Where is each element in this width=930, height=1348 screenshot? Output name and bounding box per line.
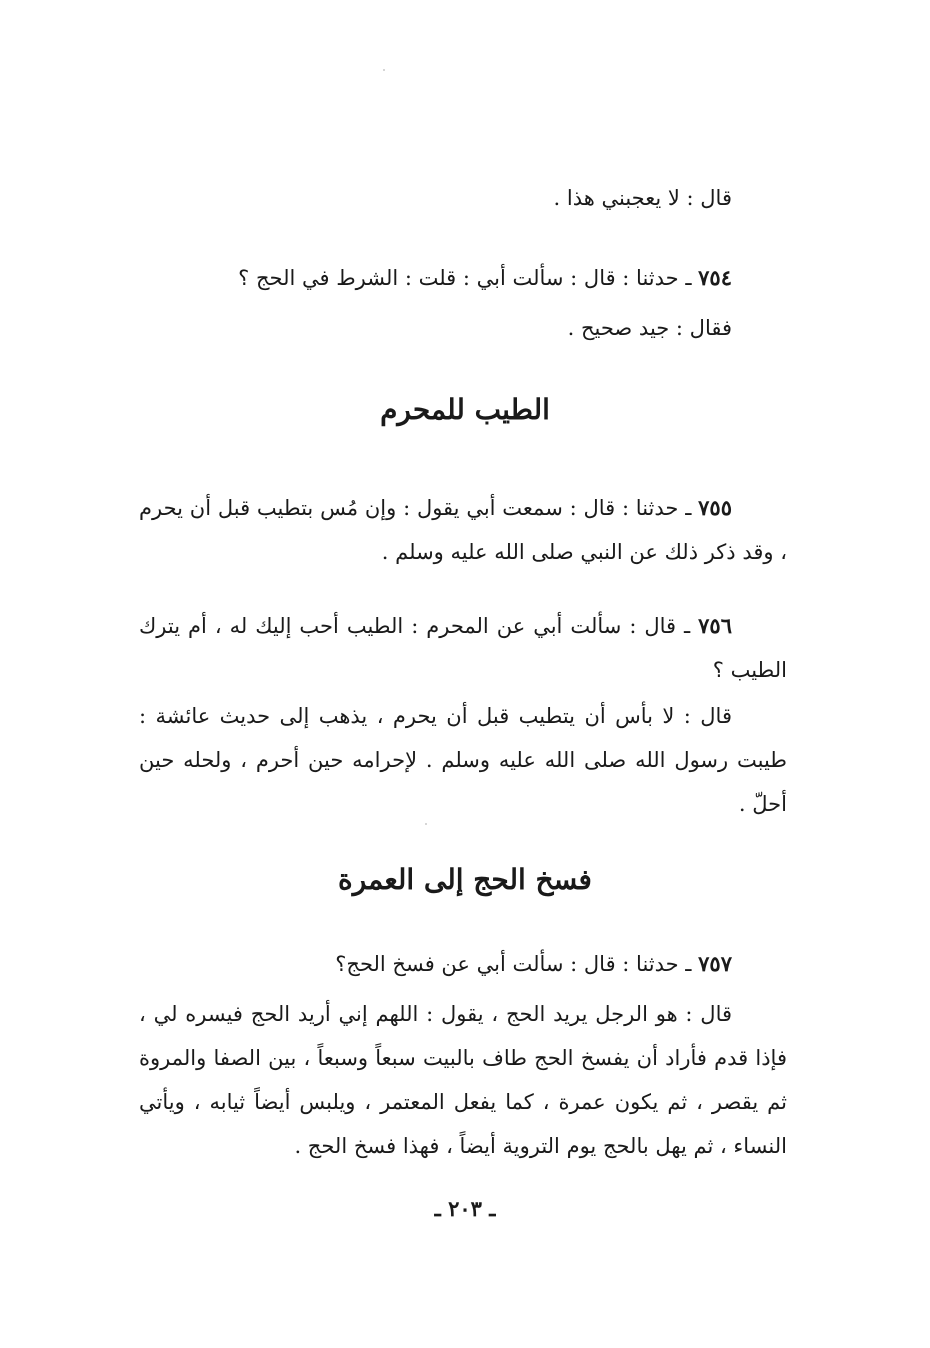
entry-757-number: ٧٥٧ <box>698 951 732 976</box>
entry-757-question <box>335 942 732 986</box>
section-heading-faskh: فسخ الحج إلى العمرة <box>338 863 592 896</box>
entry-757-answer: قال : هو الرجل يريد الحج ، يقول : اللهم إني أريد الحج فيسره لي ، فإذا قدم فأراد أن يفسخ الحج طاف بالبيت سبعاً وسبعاً ، بين الصفا والمروة ثم يقصر ، ثم يكون عمرة ، كما يفعل المعتمر ، ويلبس أيضاً ثيابه ، ويأتي النساء ، ثم يهل بالحج يوم التروية أيضاً ، فهذا فسخ الحج . <box>139 1002 787 1158</box>
section-heading-perfume: الطيب للمحرم <box>380 393 550 426</box>
entry-755 <box>139 486 787 574</box>
entry-756-answer: قال : لا بأس أن يتطيب قبل أن يحرم ، يذهب إلى حديث عائشة : طيبت رسول الله صلى الله عليه وسلم . لإحرامه حين أحرم ، ولحله حين أحلّ . <box>139 704 787 816</box>
entry-756-number: ٧٥٦ <box>698 613 732 638</box>
entry-754-answer: فقال : جيد صحيح . <box>567 316 732 340</box>
entry-754-question <box>238 256 732 300</box>
entry-753-tail: قال : لا يعجبني هذا . <box>553 186 732 210</box>
entry-757-question-text: ـ حدثنا : قال : سألت أبي عن فسخ الحج؟ <box>335 952 692 976</box>
entry-755-text: ـ حدثنا : قال : سمعت أبي يقول : وإن مُس بتطيب قبل أن يحرم ، وقد ذكر ذلك عن النبي صلى الله عليه وسلم . <box>139 496 787 564</box>
entry-754-question-text: ـ حدثنا : قال : سألت أبي : قلت : الشرط في الحج ؟ <box>238 266 692 290</box>
scan-speck <box>383 69 385 71</box>
entry-756-question-text: ـ قال : سألت أبي عن المحرم : الطيب أحب إليك له ، أم يترك الطيب ؟ <box>139 614 787 682</box>
page-number: ـ ٢٠٣ ـ <box>434 1196 496 1221</box>
entry-756-question <box>139 604 787 692</box>
entry-755-number: ٧٥٥ <box>698 495 732 520</box>
entry-754-number: ٧٥٤ <box>698 265 732 290</box>
